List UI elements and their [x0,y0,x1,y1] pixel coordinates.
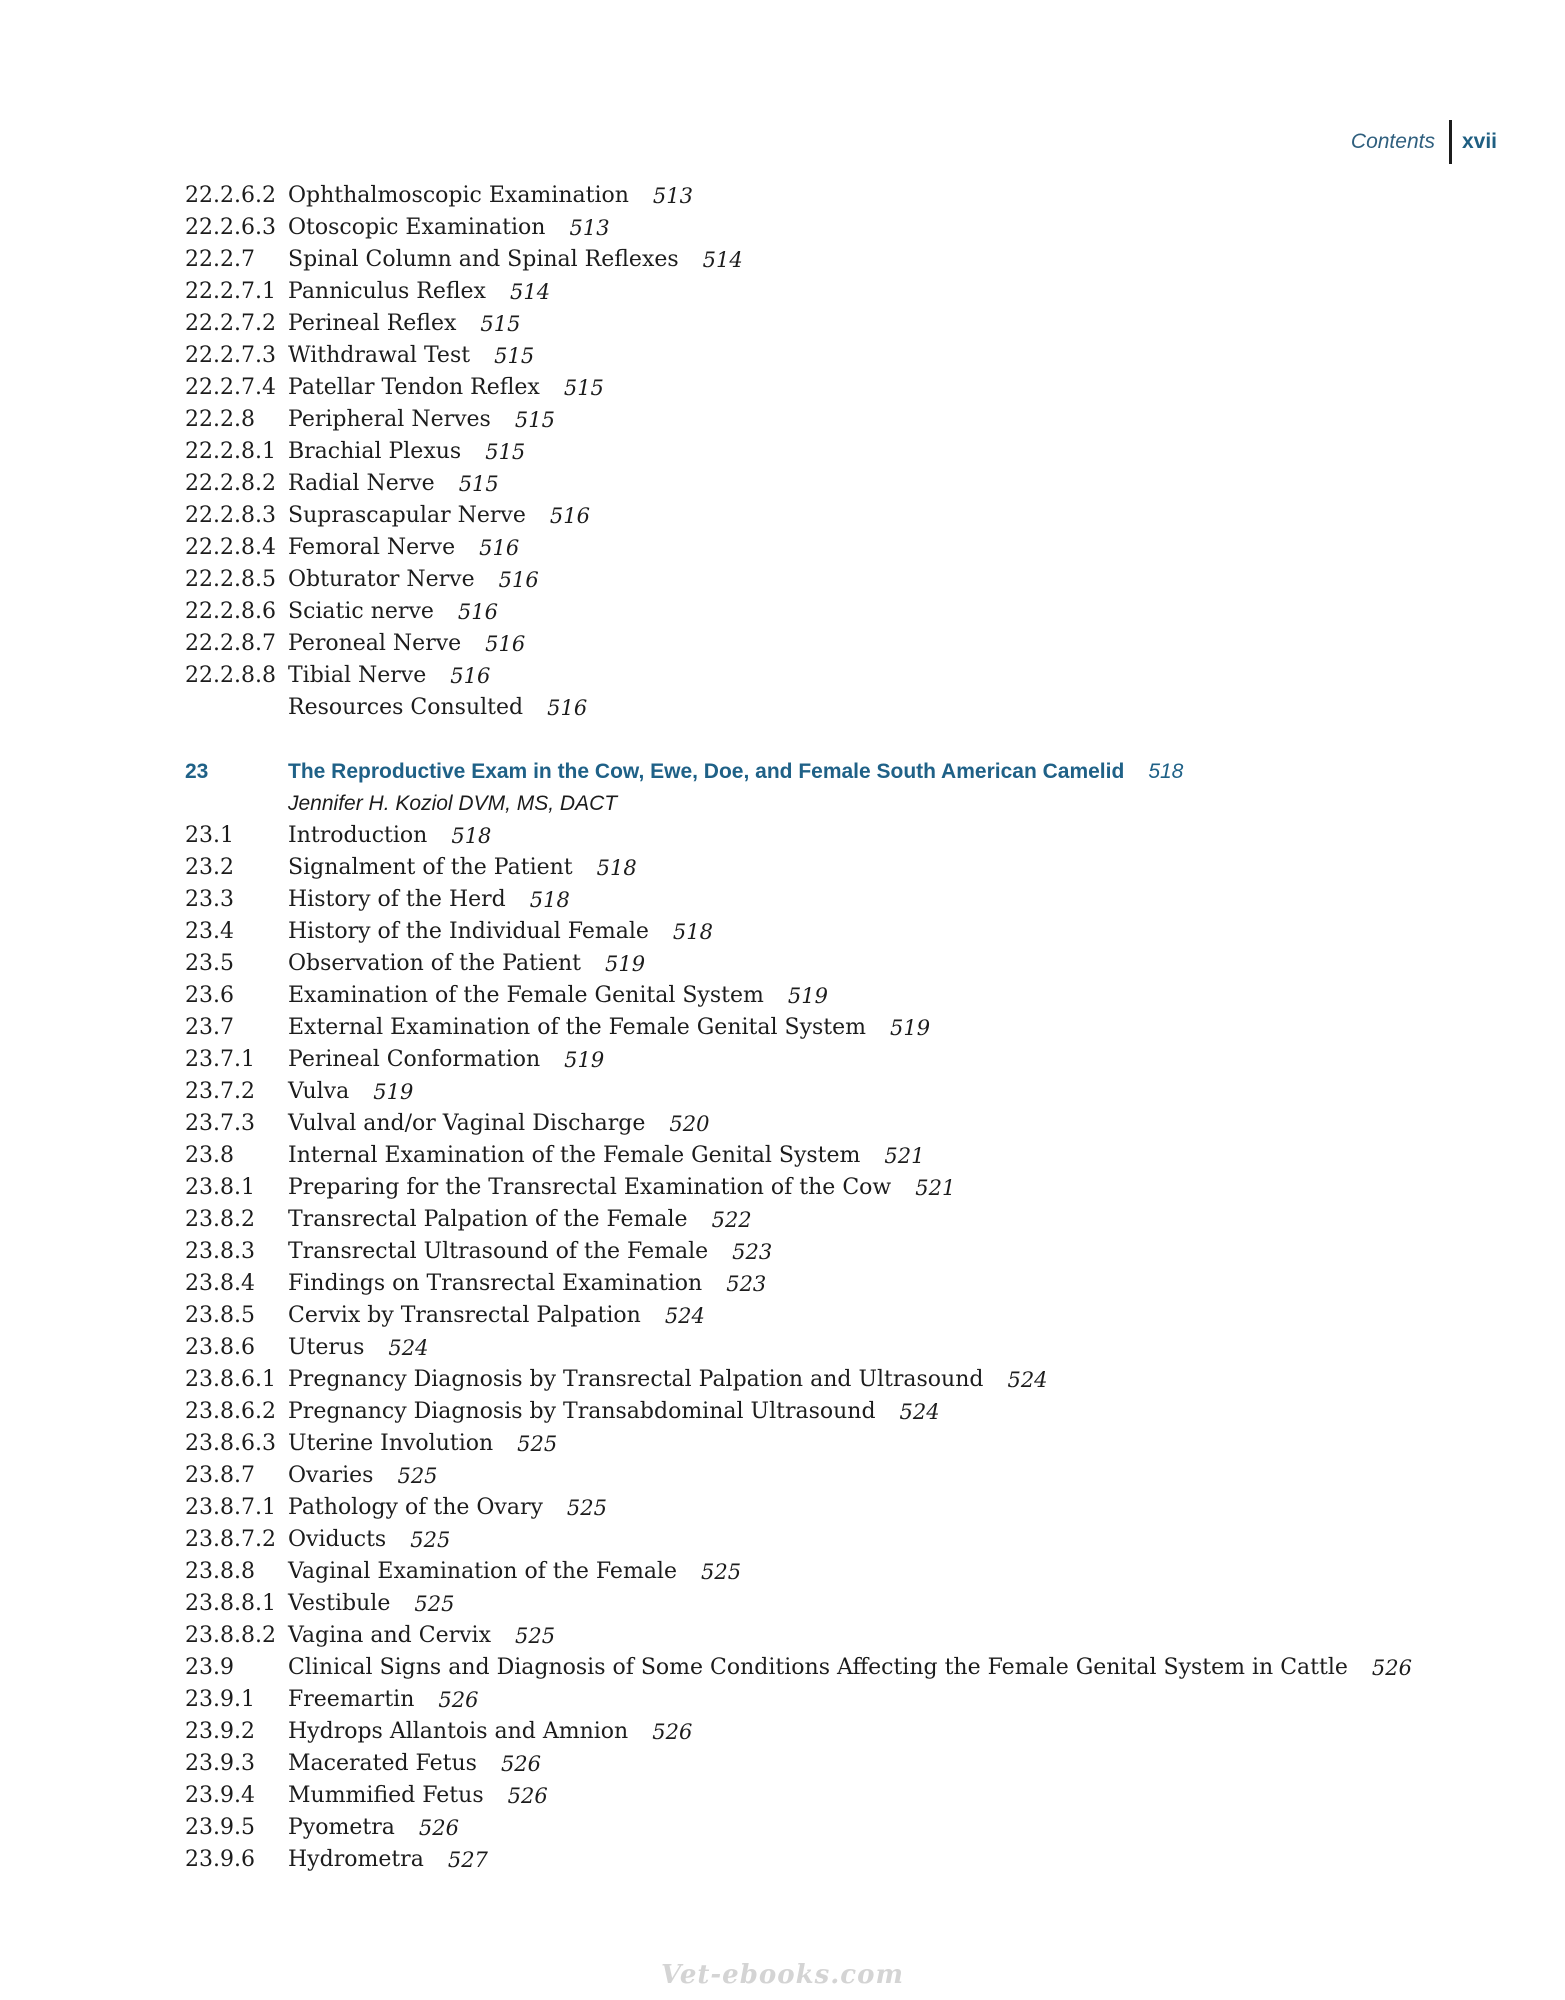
entry-page-number: 518 [596,856,637,880]
entry-number: 23.8.1 [185,1175,255,1200]
entry-number: 23.8.4 [185,1271,255,1296]
entry-title: Clinical Signs and Diagnosis of Some Conditions Affecting the Female Genital System in Cattle [288,1655,1348,1680]
entry-page-number: 524 [1007,1368,1048,1392]
entry-number: 22.2.8.2 [185,471,276,496]
running-head-section: Contents [1350,130,1435,153]
entry-number: 22.2.8.5 [185,567,276,592]
entry-number: 23.7.1 [185,1047,255,1072]
entry-number: 22.2.8.4 [185,535,276,560]
entry-number: 23.9 [185,1655,234,1680]
entry-title: Perineal Conformation [288,1047,541,1072]
toc-entry[interactable] [185,1428,1525,1460]
toc-entry[interactable] [185,564,1525,596]
entry-number: 23.3 [185,887,234,912]
toc-entry[interactable] [185,1460,1525,1492]
entry-title: Freemartin [288,1687,415,1712]
entry-number: 23.8.5 [185,1303,255,1328]
toc-entry[interactable] [185,1364,1525,1396]
toc-entry[interactable] [185,1620,1525,1652]
entry-page-number: 522 [711,1208,752,1232]
toc-entry[interactable] [185,1812,1525,1844]
entry-number: 23.8.7 [185,1463,255,1488]
toc-entry[interactable] [185,180,1525,212]
toc-entry[interactable] [185,1236,1525,1268]
entry-page-number: 526 [500,1752,542,1776]
entry-number: 23.5 [185,951,234,976]
entry-title: Observation of the Patient [288,951,582,976]
entry-title: Brachial Plexus [288,439,462,464]
toc-entry[interactable] [185,1652,1525,1684]
entry-title: Macerated Fetus [288,1751,477,1776]
toc-entry[interactable] [185,1076,1525,1108]
entry-number: 23.9.4 [185,1783,255,1808]
entry-title: Obturator Nerve [288,567,475,592]
entry-page-number: 514 [702,248,743,272]
toc-entry[interactable] [185,1588,1525,1620]
entry-title: Hydrops Allantois and Amnion [288,1719,629,1744]
entry-page-number: 515 [480,312,521,336]
toc-entry[interactable] [185,244,1525,276]
entry-title: Patellar Tendon Reflex [288,375,540,400]
entry-title: Transrectal Palpation of the Female [288,1207,688,1232]
entry-page-number: 525 [701,1560,742,1584]
entry-number: 23.8.6 [185,1335,255,1360]
entry-number: 22.2.8.8 [185,663,276,688]
entry-title: Vulval and/or Vaginal Discharge [288,1111,646,1136]
entry-number: 22.2.7.3 [185,343,276,368]
entry-number: 23.9.2 [185,1719,255,1744]
toc-entry[interactable] [185,884,1525,916]
entry-title: Vestibule [288,1591,391,1616]
toc-entry[interactable] [185,1396,1525,1428]
watermark-logo: Vet-ebooks.com [661,1960,904,1990]
toc-entry[interactable] [185,500,1525,532]
entry-number: 22.2.6.3 [185,215,276,240]
entry-number: 23.9.5 [185,1815,255,1840]
table-of-contents [185,180,1525,1876]
entry-title: Spinal Column and Spinal Reflexes [288,247,679,272]
toc-entry[interactable] [185,1140,1525,1172]
toc-entry[interactable] [185,596,1525,628]
entry-number: 22.2.8.7 [185,631,276,656]
entry-title: Pregnancy Diagnosis by Transabdominal Ultrasound [288,1399,876,1424]
toc-entry[interactable] [185,692,1525,724]
entry-title: Radial Nerve [288,471,435,496]
entry-title: Panniculus Reflex [288,279,486,304]
entry-page-number: 518 [451,824,492,848]
entry-title: Vulva [288,1079,350,1104]
toc-entry[interactable] [185,468,1525,500]
toc-entry[interactable] [185,852,1525,884]
chapter-author [185,788,1525,820]
entry-title: Transrectal Ultrasound of the Female [288,1239,709,1264]
toc-entry[interactable] [185,372,1525,404]
entry-number: 22.2.8.6 [185,599,276,624]
toc-entry[interactable] [185,1748,1525,1780]
entry-page-number: 516 [547,696,588,720]
entry-number: 22.2.7 [185,247,255,272]
toc-entry[interactable] [185,916,1525,948]
entry-number: 23.2 [185,855,234,880]
entry-page-number: 516 [549,504,590,528]
entry-title: Otoscopic Examination [288,215,546,240]
entry-number: 22.2.8.3 [185,503,276,528]
entry-title: Sciatic nerve [288,599,434,624]
toc-entry[interactable] [185,1012,1525,1044]
entry-number: 23.9.6 [185,1847,255,1872]
toc-entry[interactable] [185,404,1525,436]
running-head [1351,122,1497,162]
entry-number: 23.8.8 [185,1559,255,1584]
entry-page-number: 525 [517,1432,558,1456]
entry-page-number: 519 [890,1016,931,1040]
toc-entry[interactable] [185,820,1525,852]
entry-page-number: 521 [915,1176,956,1200]
entry-number: 23.4 [185,919,234,944]
entry-number: 22.2.8.1 [185,439,276,464]
entry-page-number: 513 [652,184,693,208]
entry-title: History of the Individual Female [288,919,649,944]
entry-title: Mummified Fetus [288,1783,484,1808]
entry-page-number: 516 [450,664,491,688]
entry-page-number: 526 [438,1688,479,1712]
entry-title: Findings on Transrectal Examination [288,1271,703,1296]
entry-page-number: 519 [605,952,646,976]
entry-title: External Examination of the Female Genital System [288,1015,867,1040]
entry-page-number: 524 [899,1400,940,1424]
entry-number: 23.8 [185,1143,234,1168]
entry-title: Suprascapular Nerve [288,503,526,528]
entry-title: Jennifer H. Koziol DVM, MS, DACT [288,792,618,815]
entry-page-number: 516 [498,568,539,592]
toc-entry[interactable] [185,1172,1525,1204]
entry-title: Cervix by Transrectal Palpation [288,1303,641,1328]
entry-title: Ophthalmoscopic Examination [288,183,629,208]
entry-page-number: 519 [564,1048,605,1072]
entry-title: Pyometra [288,1815,395,1840]
entry-page-number: 526 [507,1784,548,1808]
entry-page-number: 526 [652,1720,693,1744]
entry-title: Perineal Reflex [288,311,457,336]
entry-page-number: 519 [373,1080,414,1104]
entry-title: Pregnancy Diagnosis by Transrectal Palpation and Ultrasound [288,1367,984,1392]
entry-page-number: 514 [509,280,551,304]
toc-entry[interactable] [185,660,1525,692]
entry-number: 23.7.3 [185,1111,255,1136]
entry-number: 23.8.8.2 [185,1623,276,1648]
entry-page-number: 525 [397,1464,438,1488]
entry-number: 23.8.7.2 [185,1527,276,1552]
toc-entry[interactable] [185,1204,1525,1236]
toc-entry[interactable] [185,308,1525,340]
entry-title: Internal Examination of the Female Genital System [288,1143,861,1168]
entry-title: Withdrawal Test [288,343,471,368]
entry-number: 23.8.7.1 [185,1495,276,1520]
toc-entry[interactable] [185,436,1525,468]
toc-entry[interactable] [185,1524,1525,1556]
toc-entry[interactable] [185,948,1525,980]
toc-entry[interactable] [185,1780,1525,1812]
entry-number: 22.2.8 [185,407,255,432]
entry-page-number: 525 [410,1528,451,1552]
entry-title: Ovaries [288,1463,374,1488]
toc-entry[interactable] [185,340,1525,372]
entry-page-number: 516 [457,600,498,624]
entry-number: 23.8.6.3 [185,1431,276,1456]
entry-page-number: 526 [1371,1656,1412,1680]
toc-entry[interactable] [185,1556,1525,1588]
running-head-divider [1449,120,1452,164]
entry-title: Uterine Involution [288,1431,494,1456]
toc-entry[interactable] [185,1108,1525,1140]
entry-title: History of the Herd [288,887,506,912]
entry-page-number: 524 [664,1304,705,1328]
toc-entry[interactable] [185,980,1525,1012]
entry-title: Signalment of the Patient [288,855,573,880]
entry-number: 22.2.7.2 [185,311,276,336]
entry-title: Femoral Nerve [288,535,456,560]
entry-number: 22.2.7.4 [185,375,276,400]
entry-page-number: 518 [672,920,713,944]
entry-page-number: 521 [884,1144,925,1168]
entry-number: 23.7.2 [185,1079,255,1104]
entry-page-number: 524 [388,1336,429,1360]
entry-number: 23.7 [185,1015,234,1040]
page-number: xvii [1461,130,1497,153]
entry-title: Hydrometra [288,1847,424,1872]
entry-title: Peripheral Nerves [288,407,491,432]
entry-page-number: 515 [458,472,499,496]
entry-page-number: 516 [485,632,526,656]
entry-title: Introduction [288,823,428,848]
entry-number: 23.9.3 [185,1751,255,1776]
entry-number: 22.2.6.2 [185,183,276,208]
entry-page-number: 526 [418,1816,459,1840]
toc-entry[interactable] [185,212,1525,244]
toc-entry[interactable] [185,1844,1525,1876]
toc-entry[interactable] [185,1716,1525,1748]
toc-entry[interactable] [185,628,1525,660]
entry-number: 22.2.7.1 [185,279,276,304]
entry-page-number: 525 [414,1592,455,1616]
toc-entry[interactable] [185,1044,1525,1076]
entry-number: 23 [185,760,209,783]
entry-page-number: 518 [1148,760,1184,783]
entry-title: Oviducts [288,1527,387,1552]
entry-page-number: 527 [447,1848,488,1872]
toc-entry[interactable] [185,276,1525,308]
entry-page-number: 515 [494,344,535,368]
entry-title: Vagina and Cervix [288,1623,491,1648]
entry-number: 23.8.6.2 [185,1399,276,1424]
toc-entry[interactable] [185,1684,1525,1716]
toc-entry[interactable] [185,1300,1525,1332]
entry-title: Examination of the Female Genital System [288,983,764,1008]
entry-page-number: 519 [787,984,828,1008]
entry-number: 23.1 [185,823,234,848]
entry-number: 23.8.8.1 [185,1591,276,1616]
entry-number: 23.8.6.1 [185,1367,276,1392]
chapter-heading[interactable] [185,756,1525,788]
entry-title: Vaginal Examination of the Female [288,1559,677,1584]
entry-title: Peroneal Nerve [288,631,462,656]
entry-title: Tibial Nerve [288,663,427,688]
entry-number: 23.8.2 [185,1207,255,1232]
entry-page-number: 518 [529,888,570,912]
toc-entry[interactable] [185,1492,1525,1524]
entry-number: 23.9.1 [185,1687,255,1712]
toc-entry[interactable] [185,1332,1525,1364]
entry-page-number: 525 [514,1624,556,1648]
entry-number: 23.6 [185,983,234,1008]
entry-page-number: 523 [726,1272,767,1296]
entry-title: Preparing for the Transrectal Examination of the Cow [288,1175,892,1200]
entry-page-number: 516 [479,536,520,560]
entry-title: Uterus [288,1335,365,1360]
entry-page-number: 515 [563,376,604,400]
entry-page-number: 515 [485,440,526,464]
entry-title: Resources Consulted [288,695,524,720]
entry-page-number: 513 [569,216,610,240]
entry-page-number: 515 [514,408,555,432]
entry-title: Pathology of the Ovary [288,1495,543,1520]
entry-page-number: 525 [566,1496,607,1520]
entry-title: The Reproductive Exam in the Cow, Ewe, Doe, and Female South American Camelid [288,760,1125,783]
entry-page-number: 523 [732,1240,773,1264]
toc-entry[interactable] [185,532,1525,564]
entry-page-number: 520 [669,1112,710,1136]
entry-number: 23.8.3 [185,1239,255,1264]
toc-entry[interactable] [185,1268,1525,1300]
